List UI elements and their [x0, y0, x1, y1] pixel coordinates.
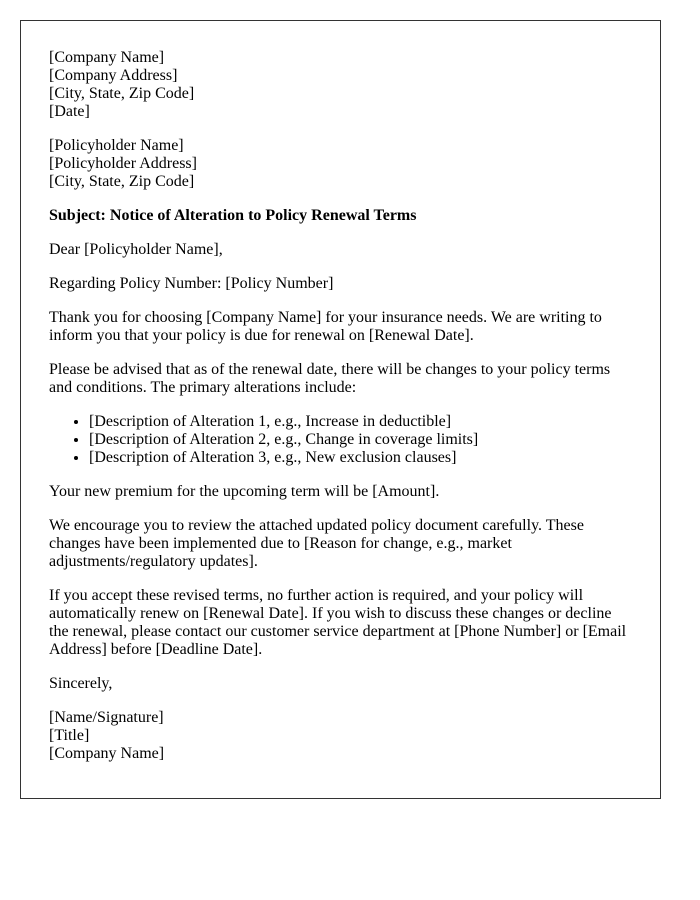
review-paragraph: We encourage you to review the attached updated policy document carefully. These changes have been implemented due to [Reason for change, e.g., market adjustments/regulatory updates].	[49, 517, 584, 570]
signature-title: [Title]	[49, 727, 90, 744]
intro-paragraph: Thank you for choosing [Company Name] for your insurance needs. We are writing to inform you that your policy is due for renewal on [Renewal Date].	[49, 309, 602, 344]
acceptance-paragraph: If you accept these revised terms, no further action is required, and your policy will automatically renew on [Renewal Date]. If you wish to discuss these changes or decline the renewal, please contact our customer service department at [Phone Number] or [Email Address] before [Deadline Date].	[49, 587, 627, 658]
letter-date: [Date]	[49, 103, 90, 120]
premium-paragraph: Your new premium for the upcoming term will be [Amount].	[49, 483, 440, 500]
sender-block	[49, 49, 632, 121]
signature-name: [Name/Signature]	[49, 709, 164, 726]
changes-paragraph: Please be advised that as of the renewal date, there will be changes to your policy terms and conditions. The primary alterations include:	[49, 361, 611, 396]
sender-company-address: [Company Address]	[49, 67, 178, 84]
recipient-name: [Policyholder Name]	[49, 137, 184, 154]
sender-company-name: [Company Name]	[49, 49, 165, 66]
list-item: • [Description of Alteration 1, e.g., Increase in deductible]	[89, 413, 632, 431]
subject-line: Subject: Notice of Alteration to Policy Renewal Terms	[49, 207, 417, 224]
alterations-list	[49, 413, 632, 467]
list-item: • [Description of Alteration 2, e.g., Change in coverage limits]	[89, 431, 632, 449]
sender-city-state-zip: [City, State, Zip Code]	[49, 85, 195, 102]
recipient-city-state-zip: [City, State, Zip Code]	[49, 173, 195, 190]
list-item: • [Description of Alteration 3, e.g., New exclusion clauses]	[89, 449, 632, 467]
recipient-address: [Policyholder Address]	[49, 155, 197, 172]
signature-block	[49, 709, 632, 763]
signature-company: [Company Name]	[49, 745, 165, 762]
policy-reference: Regarding Policy Number: [Policy Number]	[49, 275, 334, 292]
closing: Sincerely,	[49, 675, 113, 692]
salutation: Dear [Policyholder Name],	[49, 241, 223, 258]
recipient-block	[49, 137, 632, 191]
letter	[20, 20, 661, 799]
